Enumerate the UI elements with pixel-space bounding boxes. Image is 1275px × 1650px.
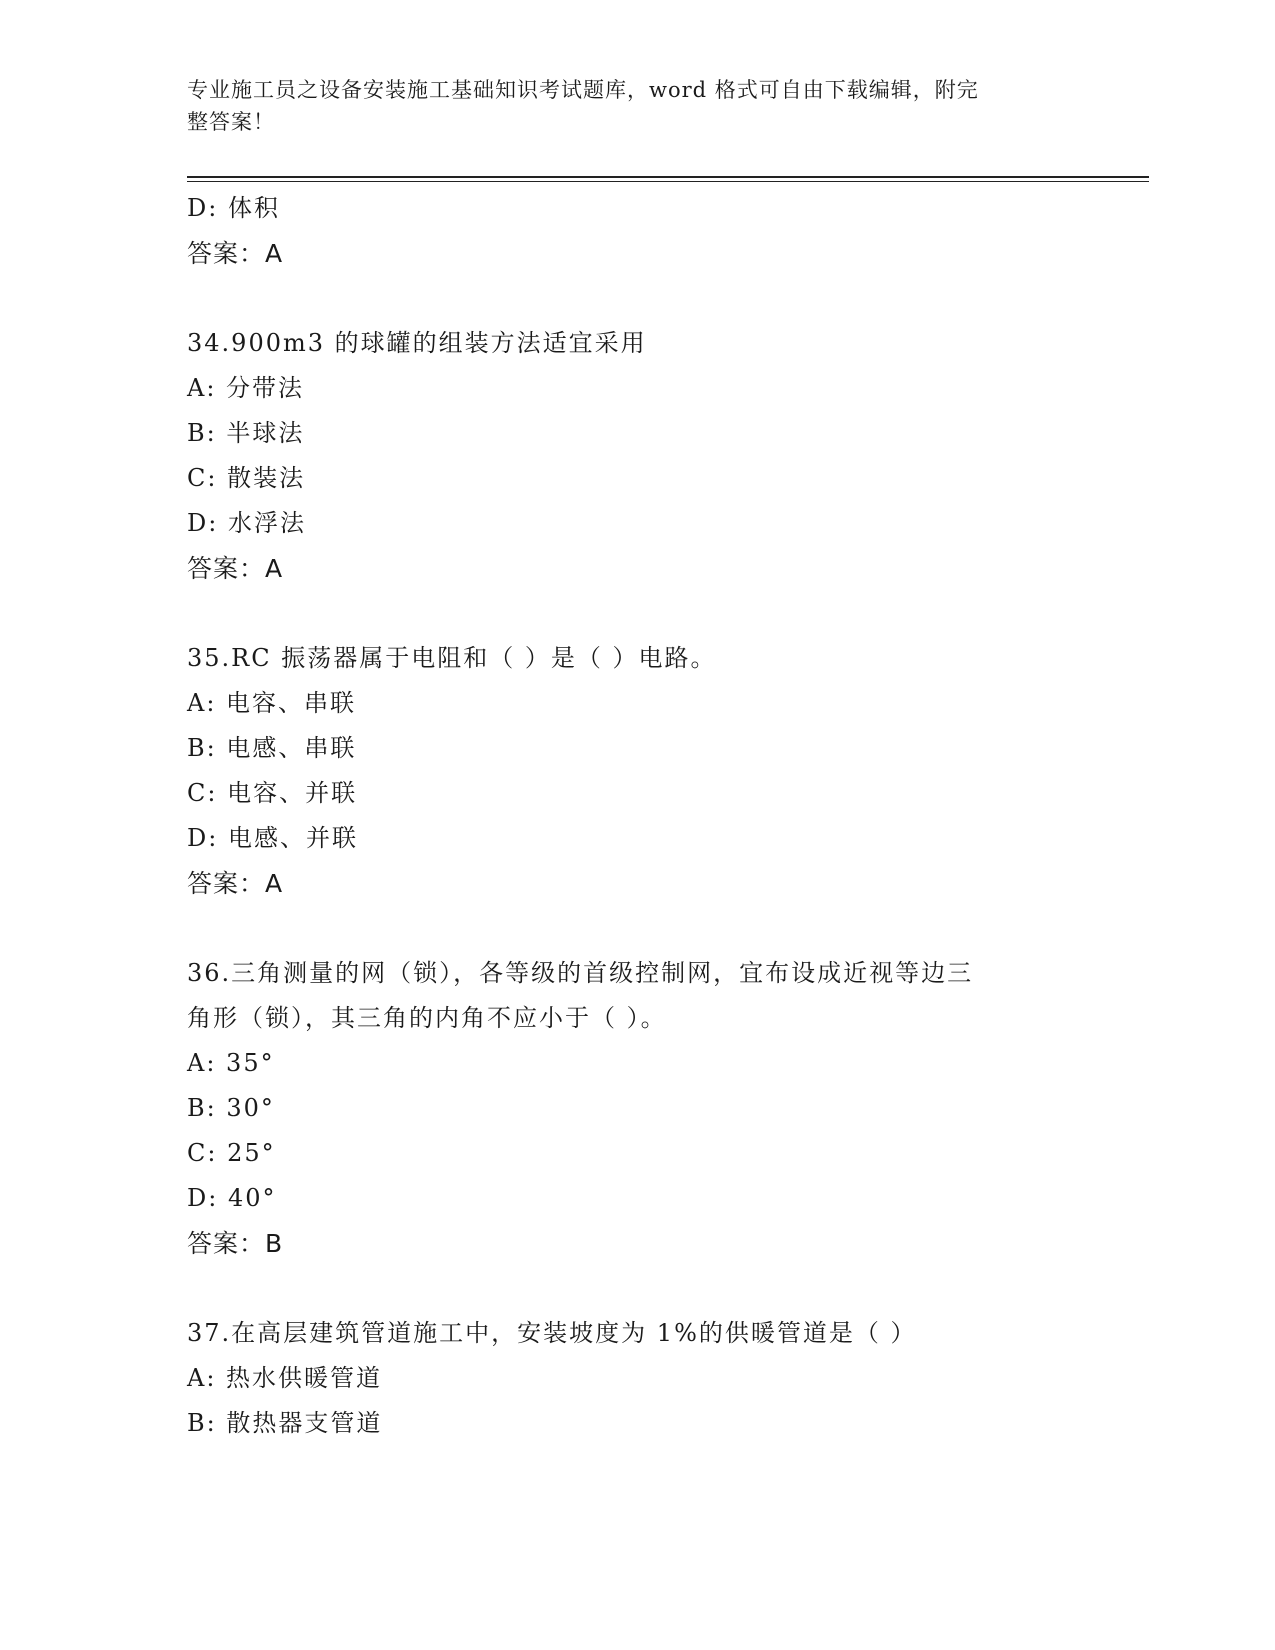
option-b: B: 电感、串联 — [187, 734, 357, 762]
answer-line: 答案：A — [187, 239, 284, 268]
option-b: B: 半球法 — [187, 419, 305, 447]
header-divider-thin — [187, 181, 1149, 182]
option-c: C: 散装法 — [187, 464, 306, 492]
header-line-2: 整答案！ — [187, 110, 275, 134]
answer-line: 答案：B — [187, 1229, 284, 1258]
spacer — [187, 906, 1087, 951]
option-b: B: 30° — [187, 1094, 275, 1122]
option-a: A: 分带法 — [187, 374, 305, 402]
question-stem: 37.在高层建筑管道施工中，安装坡度为 1%的供暖管道是（ ） — [187, 1319, 917, 1347]
option-d: D: 体积 — [187, 194, 280, 222]
question-stem-line-2: 角形（锁），其三角的内角不应小于（ ）。 — [187, 1004, 667, 1032]
option-d: D: 电感、并联 — [187, 824, 358, 852]
option-a: A: 35° — [187, 1049, 275, 1077]
spacer — [187, 276, 1087, 321]
header-divider-thick — [187, 176, 1149, 178]
option-a: A: 热水供暖管道 — [187, 1364, 383, 1392]
question-stem-line-1: 36.三角测量的网（锁），各等级的首级控制网，宜布设成近视等边三 — [187, 959, 974, 987]
question-35 — [187, 636, 1087, 906]
option-d: D: 40° — [187, 1184, 277, 1212]
spacer — [187, 1266, 1087, 1311]
question-37 — [187, 1311, 1087, 1446]
answer-line: 答案：A — [187, 869, 284, 898]
option-d: D: 水浮法 — [187, 509, 306, 537]
spacer — [187, 591, 1087, 636]
document-header — [187, 74, 1087, 138]
header-line-1: 专业施工员之设备安装施工基础知识考试题库，word 格式可自由下载编辑，附完 — [187, 78, 979, 102]
option-c: C: 25° — [187, 1139, 276, 1167]
question-stem: 34.900m3 的球罐的组装方法适宜采用 — [187, 329, 647, 357]
question-36 — [187, 951, 1087, 1266]
question-34 — [187, 321, 1087, 591]
question-list — [187, 186, 1087, 1446]
answer-line: 答案：A — [187, 554, 284, 583]
question-stem: 35.RC 振荡器属于电阻和（ ）是（ ）电路。 — [187, 644, 717, 672]
option-a: A: 电容、串联 — [187, 689, 357, 717]
option-b: B: 散热器支管道 — [187, 1409, 383, 1437]
option-c: C: 电容、并联 — [187, 779, 358, 807]
